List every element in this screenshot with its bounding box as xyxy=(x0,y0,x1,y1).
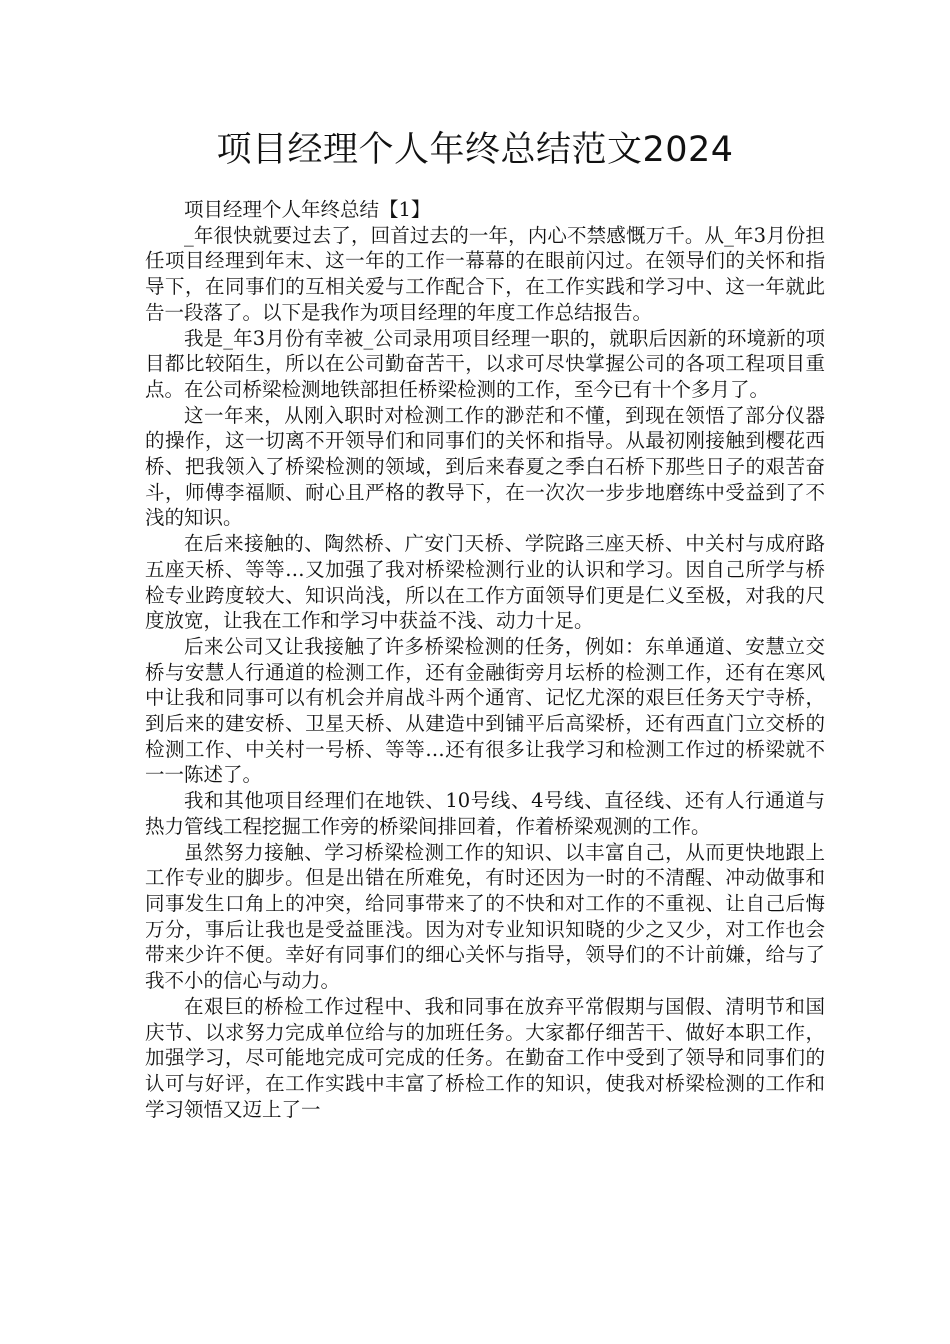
paragraph-6: 我和其他项目经理们在地铁、10号线、4号线、直径线、还有人行通道与热力管线工程挖掘工作旁的桥梁间排回着，作着桥梁观测的工作。 xyxy=(145,789,825,838)
document-title: 项目经理个人年终总结范文2024 xyxy=(216,130,734,170)
paragraph-4: 在后来接触的、陶然桥、广安门天桥、学院路三座天桥、中关村与成府路五座天桥、等等…又加强了我对桥梁检测行业的认识和学习。因自己所学与桥检专业跨度较大、知识尚浅，所以在工作方面领导们更是仁义至极，对我的尺度放宽，让我在工作和学习中获益不浅、动力十足。 xyxy=(145,532,825,633)
paragraph-3: 这一年来，从刚入职时对检测工作的渺茫和不懂，到现在领悟了部分仪器的操作，这一切离不开领导们和同事们的关怀和指导。从最初刚接触到樱花西桥、把我领入了桥梁检测的领域，到后来春夏之季白石桥下那些日子的艰苦奋斗，师傅李福顺、耐心且严格的教导下，在一次次一步步地磨练中受益到了不浅的知识。 xyxy=(145,403,825,530)
section-heading: 项目经理个人年终总结【1】 xyxy=(184,198,431,221)
document-body xyxy=(145,197,825,1122)
paragraph-1: _年很快就要过去了，回首过去的一年，内心不禁感慨万千。从_年3月份担任项目经理到年末、这一年的工作一幕幕的在眼前闪过。在领导们的关怀和指导下，在同事们的互相关爱与工作配合下，在工作实践和学习中、这一年就此告一段落了。以下是我作为项目经理的年度工作总结报告。 xyxy=(145,223,825,324)
paragraph-7: 虽然努力接触、学习桥梁检测工作的知识、以丰富自己，从而更快地跟上工作专业的脚步。但是出错在所难免，有时还因为一时的不清醒、冲动做事和同事发生口角上的冲突，给同事带来了的不快和对工作的不重视、让自己后悔万分，事后让我也是受益匪浅。因为对专业知识知晓的少之又少，对工作也会带来少许不便。幸好有同事们的细心关怀与指导，领导们的不计前嫌，给与了我不小的信心与动力。 xyxy=(145,840,825,993)
paragraph-5: 后来公司又让我接触了许多桥梁检测的任务，例如：东单通道、安慧立交桥与安慧人行通道的检测工作，还有金融街旁月坛桥的检测工作，还有在寒风中让我和同事可以有机会并肩战斗两个通宵、记忆尤深的艰巨任务天宁寺桥，到后来的建安桥、卫星天桥、从建造中到铺平后高梁桥，还有西直门立交桥的检测工作、中关村一号桥、等等…还有很多让我学习和检测工作过的桥梁就不一一陈述了。 xyxy=(145,634,825,787)
paragraph-2: 我是_年3月份有幸被_公司录用项目经理一职的，就职后因新的环境新的项目都比较陌生，所以在公司勤奋苦干，以求可尽快掌握公司的各项工程项目重点。在公司桥梁检测地铁部担任桥梁检测的工作，至今已有十个多月了。 xyxy=(145,326,825,401)
paragraph-8: 在艰巨的桥检工作过程中、我和同事在放弃平常假期与国假、清明节和国庆节、以求努力完成单位给与的加班任务。大家都仔细苦干、做好本职工作，加强学习，尽可能地完成可完成的任务。在勤奋工作中受到了领导和同事们的认可与好评，在工作实践中丰富了桥检工作的知识，使我对桥梁检测的工作和学习领悟又迈上了一 xyxy=(145,994,825,1121)
